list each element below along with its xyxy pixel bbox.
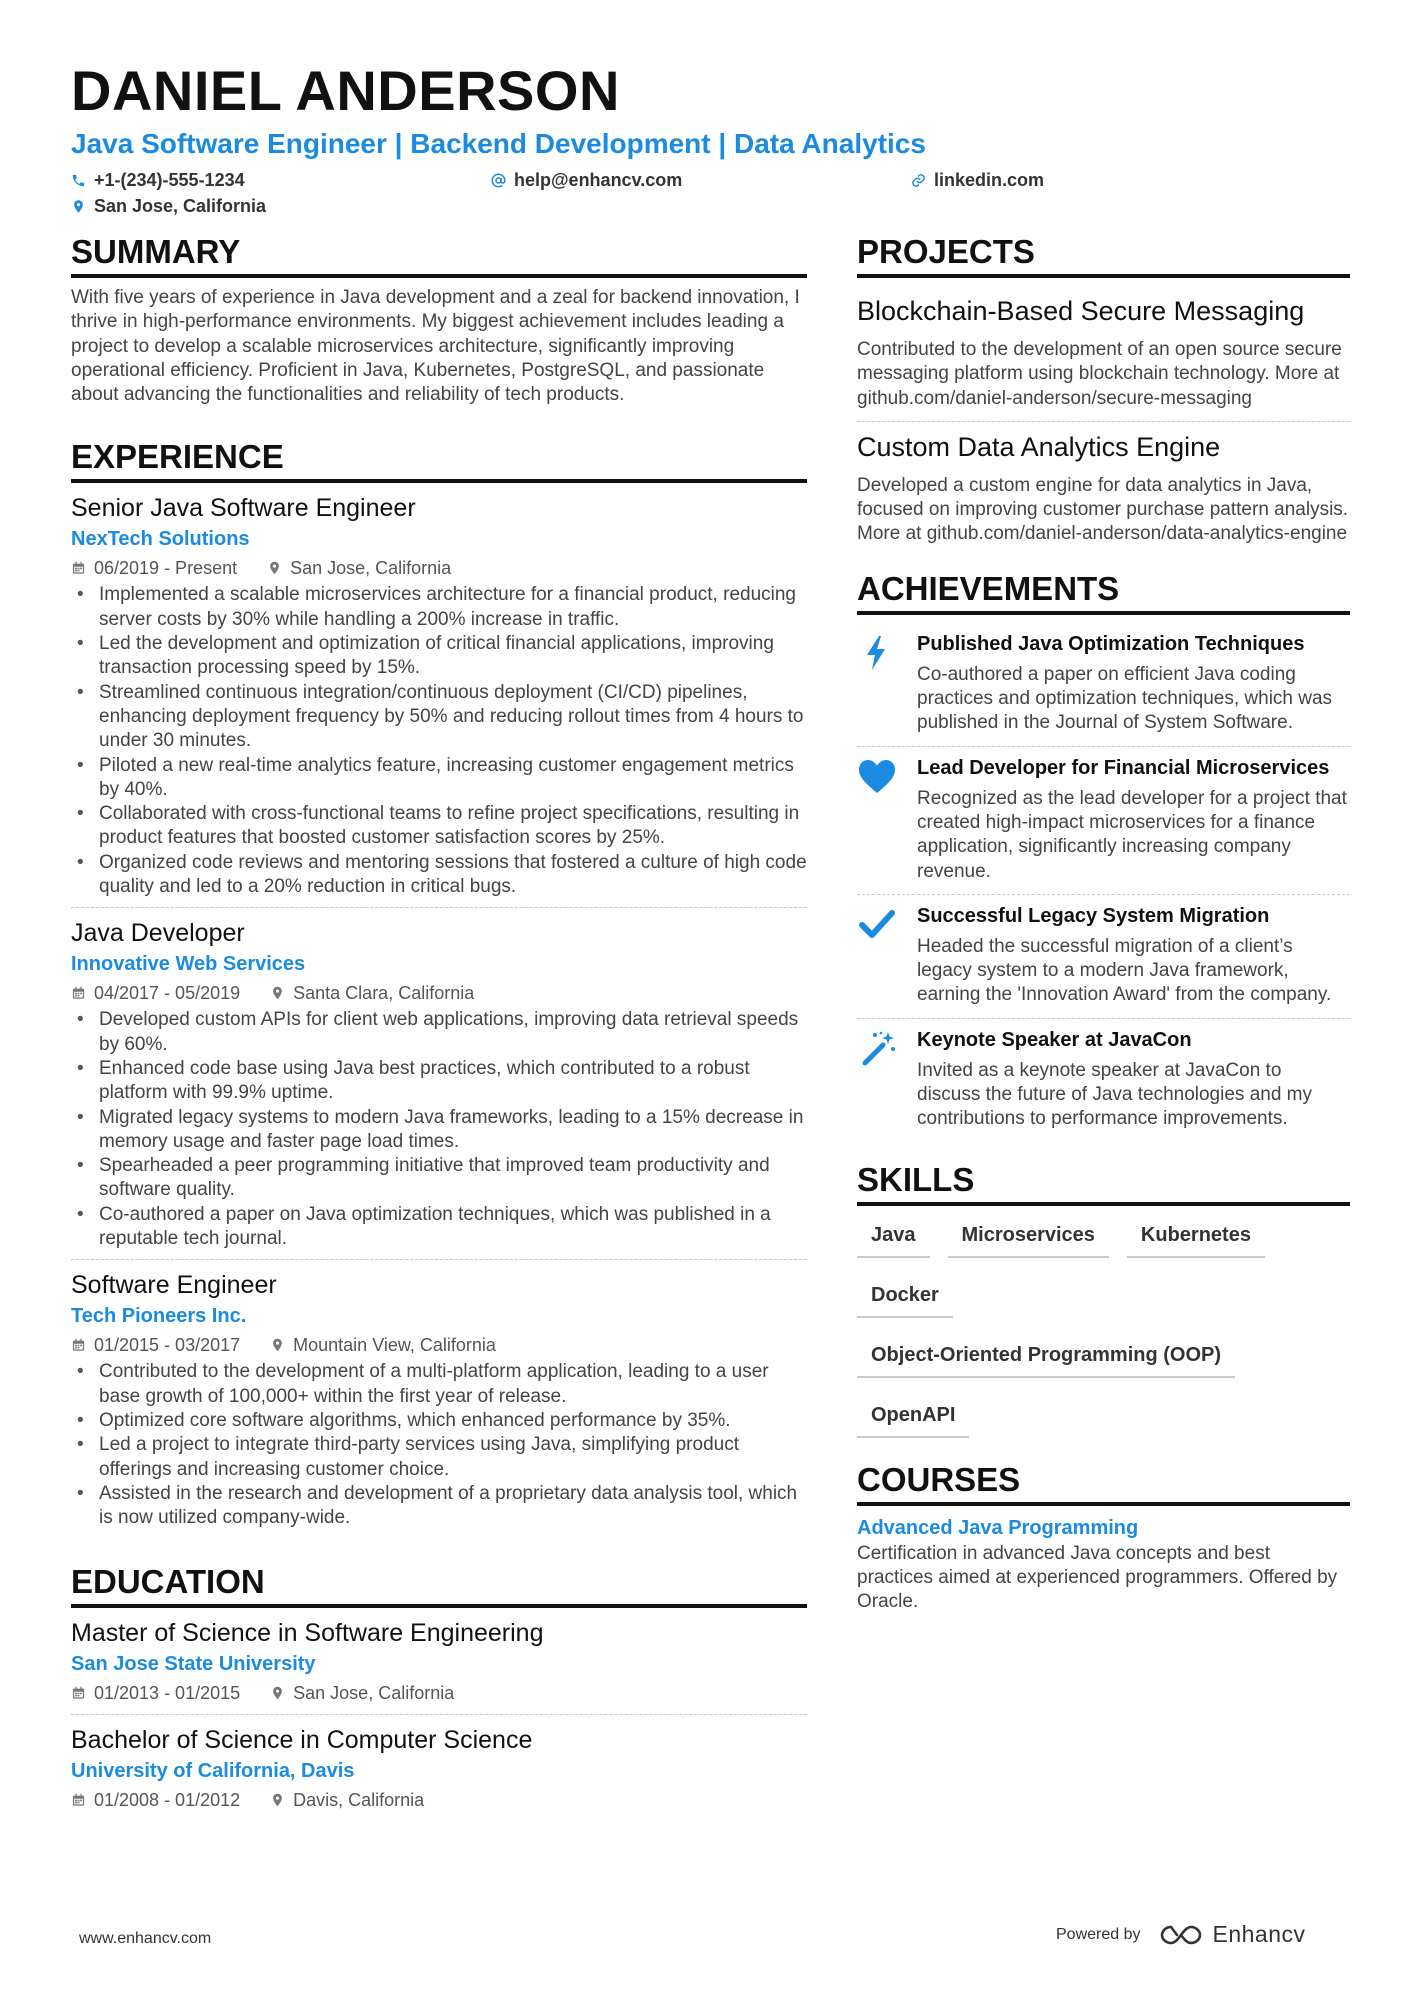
location-pin-icon: [270, 985, 285, 1001]
job-location: [270, 1332, 496, 1358]
achievement-body: [917, 631, 1350, 736]
location-pin-icon: [71, 199, 86, 214]
phone-icon: [71, 173, 86, 188]
job-bullet: • Led a project to integrate third-party services using Java, simplifying product offerings and increasing customer choice.: [71, 1433, 807, 1482]
skills-heading: SKILLS: [857, 1160, 1350, 1206]
summary-heading: SUMMARY: [71, 232, 807, 278]
job-bullets: [71, 583, 807, 899]
education-entry: [71, 1616, 807, 1715]
skill-tag: Kubernetes: [1127, 1214, 1265, 1258]
candidate-subtitle: Java Software Engineer | Backend Development | Data Analytics: [71, 128, 926, 159]
spacer: [857, 1142, 1350, 1160]
brand-logo[interactable]: [1159, 1921, 1306, 1948]
education-dates-text: 01/2008 - 01/2012: [94, 1790, 241, 1811]
experience-heading: EXPERIENCE: [71, 437, 807, 483]
degree-title: Bachelor of Science in Computer Science: [71, 1726, 533, 1755]
project-title: Blockchain-Based Secure Messaging: [857, 296, 1305, 326]
job-title: Senior Java Software Engineer: [71, 494, 416, 523]
spacer: [71, 1538, 807, 1562]
left-column: [71, 232, 807, 1821]
experience-entry: [71, 1268, 807, 1538]
linkedin-text: linkedin.com: [934, 170, 1045, 190]
courses-section: [857, 1460, 1350, 1615]
education-dates: [71, 1680, 240, 1706]
education-dates-text: 01/2013 - 01/2015: [94, 1683, 241, 1704]
job-dates-text: 04/2017 - 05/2019: [94, 983, 241, 1004]
job-bullet: • Co-authored a paper on Java optimization techniques, which was published in a reputable tech journal.: [71, 1203, 807, 1252]
project-description: Developed a custom engine for data analytics in Java, focused on improving customer purchase pattern analysis. More at github.com/daniel-anderson/data-analytics-engine: [857, 474, 1349, 545]
job-bullets: [71, 1008, 807, 1251]
company-name: NexTech Solutions: [71, 528, 250, 551]
brand-name: Enhancv: [1212, 1921, 1306, 1947]
candidate-name: DANIEL ANDERSON: [71, 59, 620, 122]
project-description: Contributed to the development of an open source secure messaging platform using blockchain technology. More at github.com/daniel-anderson/secure-messaging: [857, 339, 1342, 409]
calendar-icon: [71, 560, 86, 576]
achievement-description: Headed the successful migration of a client’s legacy system to a modern Java framework, earning the 'Innovation Award' from the company.: [917, 935, 1332, 1006]
job-bullet: • Spearheaded a peer programming initiative that improved team productivity and software quality.: [71, 1154, 807, 1203]
magic-wand-icon: [857, 1029, 897, 1069]
job-dates: [71, 1332, 240, 1358]
job-bullet: • Piloted a new real-time analytics feature, increasing customer engagement metrics by 40%.: [71, 754, 807, 803]
job-meta: [71, 1332, 807, 1358]
contact-email[interactable]: [491, 170, 682, 191]
phone-text: +1-(234)-555-1234: [94, 170, 245, 190]
achievement-entry: [857, 623, 1350, 747]
job-location-text: Santa Clara, California: [293, 983, 475, 1004]
education-meta: [71, 1680, 807, 1706]
education-entry: [71, 1723, 807, 1821]
location-pin-icon: [270, 1685, 285, 1701]
job-bullets: [71, 1360, 807, 1530]
job-bullet: • Contributed to the development of a multi-platform application, leading to a user base growth of 100,000+ within the first year of release.: [71, 1360, 807, 1409]
job-meta: [71, 555, 807, 581]
skills-section: [857, 1160, 1350, 1454]
experience-entry: [71, 916, 807, 1260]
link-icon: [911, 173, 926, 188]
footer-branding: [1056, 1921, 1306, 1948]
contact-phone[interactable]: [71, 170, 245, 191]
education-dates: [71, 1787, 240, 1813]
achievement-title: Keynote Speaker at JavaCon: [917, 1028, 1192, 1051]
job-bullet: • Implemented a scalable microservices architecture for a financial product, reducing server costs by 30% while handling a 200% increase in traffic.: [71, 583, 807, 632]
education-location: [270, 1680, 454, 1706]
company-name: Innovative Web Services: [71, 953, 306, 976]
at-sign-icon: [491, 173, 506, 188]
lightning-icon: [857, 633, 897, 673]
calendar-icon: [71, 1792, 86, 1808]
calendar-icon: [71, 1337, 86, 1353]
education-location-text: Davis, California: [293, 1790, 425, 1811]
location-pin-icon: [270, 1792, 285, 1808]
course-title: Advanced Java Programming: [857, 1516, 1139, 1539]
projects-heading: PROJECTS: [857, 232, 1350, 278]
location-text: San Jose, California: [94, 196, 267, 216]
job-bullet: • Developed custom APIs for client web applications, improving data retrieval speeds by 60%.: [71, 1008, 807, 1057]
footer-website[interactable]: www.enhancv.com: [79, 1930, 212, 1947]
enhancv-logo-icon: [1159, 1923, 1203, 1947]
job-title: Java Developer: [71, 919, 245, 948]
job-bullet: • Collaborated with cross-functional teams to refine project specifications, resulting in product features that boosted customer satisfaction scores by 25%.: [71, 802, 807, 851]
achievement-title: Successful Legacy System Migration: [917, 904, 1270, 927]
education-section: [71, 1562, 807, 1821]
skill-tag: Docker: [857, 1274, 953, 1318]
job-location-text: San Jose, California: [290, 558, 452, 579]
courses-heading: COURSES: [857, 1460, 1350, 1506]
job-bullet: • Optimized core software algorithms, which enhanced performance by 35%.: [71, 1409, 807, 1433]
achievement-entry: [857, 895, 1350, 1019]
job-dates-text: 01/2015 - 03/2017: [94, 1335, 241, 1356]
heart-icon: [857, 757, 897, 797]
project-entry: [857, 286, 1350, 422]
skill-tag: Object-Oriented Programming (OOP): [857, 1334, 1235, 1378]
skill-tag: OpenAPI: [857, 1394, 969, 1438]
achievement-icon-wrap: [857, 1027, 917, 1132]
contact-info: [71, 166, 1351, 222]
education-location: [270, 1787, 424, 1813]
powered-by-text: Powered by: [1056, 1925, 1141, 1943]
location-pin-icon: [270, 1337, 285, 1353]
job-bullet: • Streamlined continuous integration/continuous deployment (CI/CD) pipelines, enhancing deployment frequency by 50% and reducing rollout times from 4 hours to under 30 minutes.: [71, 681, 807, 754]
school-name: University of California, Davis: [71, 1760, 355, 1783]
email-text: help@enhancv.com: [514, 170, 683, 190]
summary-text: With five years of experience in Java development and a zeal for backend innovation, I thrive in high-performance environments. My biggest achievement includes leading a project to develop a scalable microservices architecture, significantly improving operational efficiency. Proficient in Java, Kubernetes, PostgreSQL, and passionate about advancing the functionalities and reliability of tech products.: [71, 287, 800, 406]
job-location: [267, 555, 451, 581]
job-bullet: • Led the development and optimization of critical financial applications, improving transaction processing speed by 15%.: [71, 632, 807, 681]
project-entry: [857, 422, 1350, 557]
education-location-text: San Jose, California: [293, 1683, 455, 1704]
skill-tag: Java: [857, 1214, 930, 1258]
job-location: [270, 980, 474, 1006]
education-meta: [71, 1787, 807, 1813]
spacer: [857, 557, 1350, 569]
achievements-section: [857, 569, 1350, 1142]
job-bullet: • Assisted in the research and development of a proprietary data analysis tool, which is now utilized company-wide.: [71, 1482, 807, 1531]
job-dates: [71, 555, 237, 581]
summary-section: [71, 232, 807, 407]
achievement-icon-wrap: [857, 631, 917, 736]
job-meta: [71, 980, 807, 1006]
job-dates-text: 06/2019 - Present: [94, 558, 238, 579]
location-pin-icon: [267, 560, 282, 576]
achievement-body: [917, 903, 1350, 1008]
achievement-title: Lead Developer for Financial Microservices: [917, 756, 1330, 779]
job-bullet: • Enhanced code base using Java best practices, which contributed to a robust platform with 99.9% uptime.: [71, 1057, 807, 1106]
projects-section: [857, 232, 1350, 557]
experience-entry: [71, 491, 807, 908]
experience-section: [71, 437, 807, 1538]
achievement-icon-wrap: [857, 755, 917, 884]
calendar-icon: [71, 1685, 86, 1701]
achievement-body: [917, 755, 1350, 884]
achievement-description: Co-authored a paper on efficient Java coding practices and optimization techniques, which was published in the Journal of System Software.: [917, 663, 1333, 734]
job-bullet: • Migrated legacy systems to modern Java frameworks, leading to a 15% decrease in memory usage and faster page load times.: [71, 1106, 807, 1155]
job-location-text: Mountain View, California: [293, 1335, 496, 1356]
right-column: [857, 232, 1350, 1615]
job-bullet: • Organized code reviews and mentoring sessions that fostered a culture of high code quality and led to a 20% reduction in critical bugs.: [71, 851, 807, 900]
skills-list: [857, 1214, 1350, 1454]
achievements-heading: ACHIEVEMENTS: [857, 569, 1350, 615]
contact-linkedin[interactable]: [911, 170, 1044, 191]
achievement-description: Invited as a keynote speaker at JavaCon to discuss the future of Java technologies and my contributions to performance improvements.: [917, 1059, 1313, 1130]
project-title: Custom Data Analytics Engine: [857, 431, 1221, 462]
job-dates: [71, 980, 240, 1006]
achievement-title: Published Java Optimization Techniques: [917, 632, 1305, 655]
checkmark-icon: [857, 905, 897, 945]
achievement-icon-wrap: [857, 903, 917, 1008]
course-description: Certification in advanced Java concepts and best practices aimed at experienced programmers. Offered by Oracle.: [857, 1542, 1338, 1613]
school-name: San Jose State University: [71, 1653, 316, 1676]
achievement-entry: [857, 1019, 1350, 1142]
achievement-description: Recognized as the lead developer for a project that created high-impact microservices for a finance application, significantly increasing company revenue.: [917, 787, 1347, 882]
degree-title: Master of Science in Software Engineering: [71, 1619, 544, 1648]
job-title: Software Engineer: [71, 1271, 277, 1300]
resume-header: [71, 58, 1351, 222]
company-name: Tech Pioneers Inc.: [71, 1305, 247, 1328]
education-heading: EDUCATION: [71, 1562, 807, 1608]
calendar-icon: [71, 985, 86, 1001]
achievement-body: [917, 1027, 1350, 1132]
skill-tag: Microservices: [948, 1214, 1109, 1258]
achievement-entry: [857, 747, 1350, 895]
contact-location: [71, 196, 266, 217]
